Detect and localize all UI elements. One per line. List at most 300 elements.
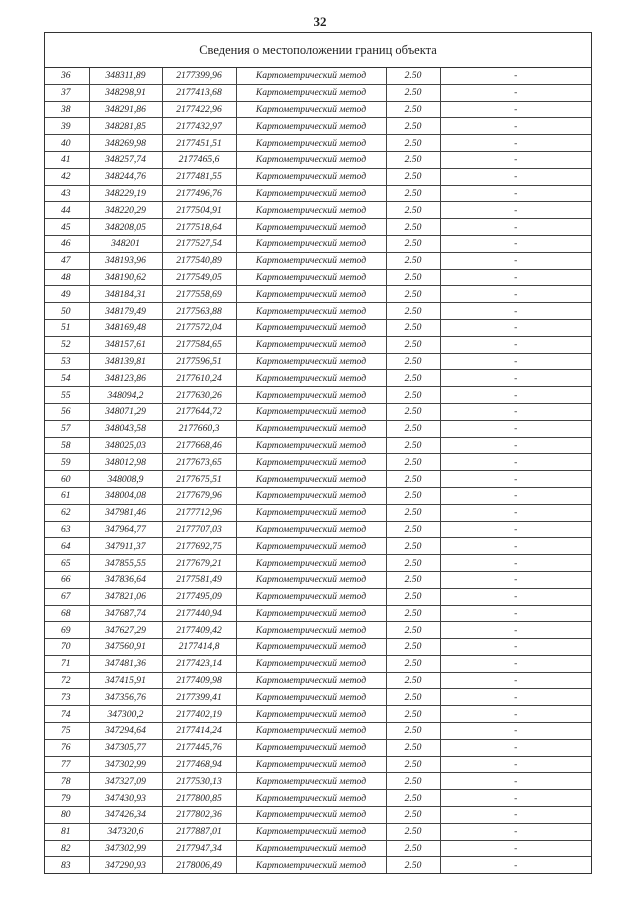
y-coordinate-cell: 2177707,03 (162, 521, 236, 538)
point-number-cell: 45 (45, 219, 89, 236)
accuracy-cell: 2.50 (386, 857, 440, 873)
method-cell: Картометрический метод (236, 723, 386, 740)
x-coordinate-cell: 347300,2 (89, 706, 162, 723)
y-coordinate-cell: 2177399,96 (162, 68, 236, 84)
method-cell: Картометрический метод (236, 773, 386, 790)
x-coordinate-cell: 348269,98 (89, 135, 162, 152)
accuracy-cell: 2.50 (386, 420, 440, 437)
y-coordinate-cell: 2177668,46 (162, 437, 236, 454)
y-coordinate-cell: 2177572,04 (162, 319, 236, 336)
table-row (45, 756, 591, 773)
table-row (45, 639, 591, 656)
table-row (45, 689, 591, 706)
x-coordinate-cell: 347560,91 (89, 639, 162, 656)
point-number-cell: 64 (45, 538, 89, 555)
x-coordinate-cell: 347821,06 (89, 588, 162, 605)
note-cell: - (440, 555, 591, 572)
note-cell: - (440, 504, 591, 521)
accuracy-cell: 2.50 (386, 286, 440, 303)
note-cell: - (440, 521, 591, 538)
accuracy-cell: 2.50 (386, 101, 440, 118)
point-number-cell: 47 (45, 252, 89, 269)
point-number-cell: 44 (45, 202, 89, 219)
y-coordinate-cell: 2177660,3 (162, 420, 236, 437)
table-row (45, 168, 591, 185)
y-coordinate-cell: 2177679,96 (162, 487, 236, 504)
point-number-cell: 78 (45, 773, 89, 790)
y-coordinate-cell: 2177530,13 (162, 773, 236, 790)
accuracy-cell: 2.50 (386, 269, 440, 286)
table-row (45, 504, 591, 521)
method-cell: Картометрический метод (236, 571, 386, 588)
x-coordinate-cell: 348244,76 (89, 168, 162, 185)
method-cell: Картометрический метод (236, 118, 386, 135)
accuracy-cell: 2.50 (386, 756, 440, 773)
table-row (45, 605, 591, 622)
x-coordinate-cell: 348193,96 (89, 252, 162, 269)
x-coordinate-cell: 347687,74 (89, 605, 162, 622)
accuracy-cell: 2.50 (386, 487, 440, 504)
note-cell: - (440, 571, 591, 588)
table-row (45, 790, 591, 807)
table-row (45, 403, 591, 420)
x-coordinate-cell: 347294,64 (89, 723, 162, 740)
method-cell: Картометрический метод (236, 353, 386, 370)
table-title: Сведения о местоположении границ объекта (45, 33, 591, 68)
point-number-cell: 43 (45, 185, 89, 202)
table-row (45, 857, 591, 873)
note-cell: - (440, 151, 591, 168)
note-cell: - (440, 353, 591, 370)
y-coordinate-cell: 2177468,94 (162, 756, 236, 773)
method-cell: Картометрический метод (236, 504, 386, 521)
note-cell: - (440, 185, 591, 202)
accuracy-cell: 2.50 (386, 706, 440, 723)
table-row (45, 269, 591, 286)
note-cell: - (440, 857, 591, 873)
note-cell: - (440, 336, 591, 353)
point-number-cell: 72 (45, 672, 89, 689)
point-number-cell: 50 (45, 303, 89, 320)
y-coordinate-cell: 2177630,26 (162, 387, 236, 404)
y-coordinate-cell: 2177440,94 (162, 605, 236, 622)
table-row (45, 101, 591, 118)
point-number-cell: 41 (45, 151, 89, 168)
accuracy-cell: 2.50 (386, 168, 440, 185)
x-coordinate-cell: 347320,6 (89, 823, 162, 840)
method-cell: Картометрический метод (236, 840, 386, 857)
method-cell: Картометрический метод (236, 336, 386, 353)
accuracy-cell: 2.50 (386, 235, 440, 252)
x-coordinate-cell: 348220,29 (89, 202, 162, 219)
method-cell: Картометрический метод (236, 370, 386, 387)
y-coordinate-cell: 2177558,69 (162, 286, 236, 303)
table-row (45, 151, 591, 168)
method-cell: Картометрический метод (236, 807, 386, 824)
table-row (45, 370, 591, 387)
y-coordinate-cell: 2177800,85 (162, 790, 236, 807)
page-number: 32 (313, 14, 327, 29)
point-number-cell: 80 (45, 807, 89, 824)
table-row (45, 319, 591, 336)
method-cell: Картометрический метод (236, 672, 386, 689)
method-cell: Картометрический метод (236, 151, 386, 168)
table-row (45, 807, 591, 824)
point-number-cell: 55 (45, 387, 89, 404)
accuracy-cell: 2.50 (386, 68, 440, 84)
boundary-table-sheet (44, 32, 592, 874)
point-number-cell: 58 (45, 437, 89, 454)
table-row (45, 773, 591, 790)
method-cell: Картометрический метод (236, 252, 386, 269)
y-coordinate-cell: 2177947,34 (162, 840, 236, 857)
note-cell: - (440, 437, 591, 454)
method-cell: Картометрический метод (236, 286, 386, 303)
accuracy-cell: 2.50 (386, 403, 440, 420)
point-number-cell: 81 (45, 823, 89, 840)
table-row (45, 336, 591, 353)
note-cell: - (440, 420, 591, 437)
table-row (45, 706, 591, 723)
table-row (45, 655, 591, 672)
note-cell: - (440, 303, 591, 320)
point-number-cell: 73 (45, 689, 89, 706)
note-cell: - (440, 487, 591, 504)
accuracy-cell: 2.50 (386, 202, 440, 219)
method-cell: Картометрический метод (236, 235, 386, 252)
table-row (45, 202, 591, 219)
x-coordinate-cell: 347415,91 (89, 672, 162, 689)
note-cell: - (440, 655, 591, 672)
accuracy-cell: 2.50 (386, 437, 440, 454)
point-number-cell: 82 (45, 840, 89, 857)
method-cell: Картометрический метод (236, 135, 386, 152)
y-coordinate-cell: 2177495,09 (162, 588, 236, 605)
note-cell: - (440, 403, 591, 420)
accuracy-cell: 2.50 (386, 773, 440, 790)
table-row (45, 303, 591, 320)
accuracy-cell: 2.50 (386, 538, 440, 555)
note-cell: - (440, 84, 591, 101)
point-number-cell: 46 (45, 235, 89, 252)
method-cell: Картометрический метод (236, 303, 386, 320)
x-coordinate-cell: 347426,34 (89, 807, 162, 824)
point-number-cell: 74 (45, 706, 89, 723)
method-cell: Картометрический метод (236, 387, 386, 404)
y-coordinate-cell: 2177581,49 (162, 571, 236, 588)
y-coordinate-cell: 2177518,64 (162, 219, 236, 236)
x-coordinate-cell: 348229,19 (89, 185, 162, 202)
y-coordinate-cell: 2177422,96 (162, 101, 236, 118)
method-cell: Картометрический метод (236, 185, 386, 202)
method-cell: Картометрический метод (236, 655, 386, 672)
accuracy-cell: 2.50 (386, 252, 440, 269)
method-cell: Картометрический метод (236, 437, 386, 454)
table-row (45, 622, 591, 639)
x-coordinate-cell: 348208,05 (89, 219, 162, 236)
y-coordinate-cell: 2177414,8 (162, 639, 236, 656)
accuracy-cell: 2.50 (386, 84, 440, 101)
accuracy-cell: 2.50 (386, 387, 440, 404)
method-cell: Картометрический метод (236, 168, 386, 185)
point-number-cell: 36 (45, 68, 89, 84)
y-coordinate-cell: 2177692,75 (162, 538, 236, 555)
accuracy-cell: 2.50 (386, 790, 440, 807)
y-coordinate-cell: 2177432,97 (162, 118, 236, 135)
note-cell: - (440, 588, 591, 605)
note-cell: - (440, 790, 591, 807)
x-coordinate-cell: 348311,89 (89, 68, 162, 84)
x-coordinate-cell: 347302,99 (89, 840, 162, 857)
table-row (45, 823, 591, 840)
x-coordinate-cell: 347627,29 (89, 622, 162, 639)
note-cell: - (440, 538, 591, 555)
method-cell: Картометрический метод (236, 790, 386, 807)
method-cell: Картометрический метод (236, 689, 386, 706)
accuracy-cell: 2.50 (386, 504, 440, 521)
point-number-cell: 59 (45, 454, 89, 471)
table-row (45, 437, 591, 454)
point-number-cell: 49 (45, 286, 89, 303)
point-number-cell: 77 (45, 756, 89, 773)
x-coordinate-cell: 347302,99 (89, 756, 162, 773)
note-cell: - (440, 252, 591, 269)
point-number-cell: 38 (45, 101, 89, 118)
method-cell: Картометрический метод (236, 857, 386, 873)
x-coordinate-cell: 348012,98 (89, 454, 162, 471)
y-coordinate-cell: 2177610,24 (162, 370, 236, 387)
note-cell: - (440, 723, 591, 740)
method-cell: Картометрический метод (236, 555, 386, 572)
point-number-cell: 67 (45, 588, 89, 605)
accuracy-cell: 2.50 (386, 151, 440, 168)
note-cell: - (440, 370, 591, 387)
point-number-cell: 60 (45, 471, 89, 488)
y-coordinate-cell: 2177465,6 (162, 151, 236, 168)
table-row (45, 252, 591, 269)
y-coordinate-cell: 2177414,24 (162, 723, 236, 740)
y-coordinate-cell: 2177540,89 (162, 252, 236, 269)
method-cell: Картометрический метод (236, 622, 386, 639)
method-cell: Картометрический метод (236, 487, 386, 504)
method-cell: Картометрический метод (236, 219, 386, 236)
method-cell: Картометрический метод (236, 454, 386, 471)
table-row (45, 521, 591, 538)
note-cell: - (440, 706, 591, 723)
method-cell: Картометрический метод (236, 471, 386, 488)
note-cell: - (440, 286, 591, 303)
method-cell: Картометрический метод (236, 538, 386, 555)
x-coordinate-cell: 348043,58 (89, 420, 162, 437)
point-number-cell: 51 (45, 319, 89, 336)
point-number-cell: 57 (45, 420, 89, 437)
accuracy-cell: 2.50 (386, 185, 440, 202)
point-number-cell: 79 (45, 790, 89, 807)
method-cell: Картометрический метод (236, 756, 386, 773)
method-cell: Картометрический метод (236, 84, 386, 101)
accuracy-cell: 2.50 (386, 823, 440, 840)
accuracy-cell: 2.50 (386, 555, 440, 572)
method-cell: Картометрический метод (236, 706, 386, 723)
accuracy-cell: 2.50 (386, 605, 440, 622)
y-coordinate-cell: 2178006,49 (162, 857, 236, 873)
point-number-cell: 71 (45, 655, 89, 672)
method-cell: Картометрический метод (236, 403, 386, 420)
method-cell: Картометрический метод (236, 521, 386, 538)
x-coordinate-cell: 347855,55 (89, 555, 162, 572)
note-cell: - (440, 622, 591, 639)
point-number-cell: 62 (45, 504, 89, 521)
note-cell: - (440, 454, 591, 471)
accuracy-cell: 2.50 (386, 521, 440, 538)
x-coordinate-cell: 348298,91 (89, 84, 162, 101)
accuracy-cell: 2.50 (386, 723, 440, 740)
x-coordinate-cell: 348004,08 (89, 487, 162, 504)
note-cell: - (440, 840, 591, 857)
note-cell: - (440, 823, 591, 840)
note-cell: - (440, 202, 591, 219)
point-number-cell: 63 (45, 521, 89, 538)
x-coordinate-cell: 347481,36 (89, 655, 162, 672)
accuracy-cell: 2.50 (386, 571, 440, 588)
y-coordinate-cell: 2177423,14 (162, 655, 236, 672)
point-number-cell: 54 (45, 370, 89, 387)
table-row (45, 135, 591, 152)
y-coordinate-cell: 2177712,96 (162, 504, 236, 521)
y-coordinate-cell: 2177644,72 (162, 403, 236, 420)
y-coordinate-cell: 2177887,01 (162, 823, 236, 840)
point-number-cell: 40 (45, 135, 89, 152)
x-coordinate-cell: 348071,29 (89, 403, 162, 420)
note-cell: - (440, 605, 591, 622)
table-row (45, 840, 591, 857)
table-row (45, 555, 591, 572)
table-row (45, 487, 591, 504)
accuracy-cell: 2.50 (386, 739, 440, 756)
point-number-cell: 68 (45, 605, 89, 622)
accuracy-cell: 2.50 (386, 319, 440, 336)
x-coordinate-cell: 348184,31 (89, 286, 162, 303)
accuracy-cell: 2.50 (386, 622, 440, 639)
table-row (45, 286, 591, 303)
method-cell: Картометрический метод (236, 639, 386, 656)
note-cell: - (440, 639, 591, 656)
method-cell: Картометрический метод (236, 202, 386, 219)
accuracy-cell: 2.50 (386, 454, 440, 471)
y-coordinate-cell: 2177549,05 (162, 269, 236, 286)
accuracy-cell: 2.50 (386, 336, 440, 353)
note-cell: - (440, 68, 591, 84)
method-cell: Картометрический метод (236, 739, 386, 756)
method-cell: Картометрический метод (236, 605, 386, 622)
y-coordinate-cell: 2177445,76 (162, 739, 236, 756)
accuracy-cell: 2.50 (386, 655, 440, 672)
y-coordinate-cell: 2177679,21 (162, 555, 236, 572)
method-cell: Картометрический метод (236, 68, 386, 84)
x-coordinate-cell: 348025,03 (89, 437, 162, 454)
note-cell: - (440, 672, 591, 689)
table-row (45, 588, 591, 605)
x-coordinate-cell: 348291,86 (89, 101, 162, 118)
x-coordinate-cell: 347981,46 (89, 504, 162, 521)
table-row (45, 672, 591, 689)
x-coordinate-cell: 348094,2 (89, 387, 162, 404)
point-number-cell: 37 (45, 84, 89, 101)
accuracy-cell: 2.50 (386, 370, 440, 387)
note-cell: - (440, 471, 591, 488)
method-cell: Картометрический метод (236, 319, 386, 336)
accuracy-cell: 2.50 (386, 118, 440, 135)
point-number-cell: 52 (45, 336, 89, 353)
y-coordinate-cell: 2177451,51 (162, 135, 236, 152)
note-cell: - (440, 319, 591, 336)
y-coordinate-cell: 2177399,41 (162, 689, 236, 706)
point-number-cell: 75 (45, 723, 89, 740)
method-cell: Картометрический метод (236, 101, 386, 118)
table-row (45, 471, 591, 488)
point-number-cell: 69 (45, 622, 89, 639)
table-row (45, 538, 591, 555)
accuracy-cell: 2.50 (386, 303, 440, 320)
point-number-cell: 56 (45, 403, 89, 420)
note-cell: - (440, 219, 591, 236)
y-coordinate-cell: 2177675,51 (162, 471, 236, 488)
note-cell: - (440, 807, 591, 824)
x-coordinate-cell: 347964,77 (89, 521, 162, 538)
x-coordinate-cell: 348123,86 (89, 370, 162, 387)
accuracy-cell: 2.50 (386, 689, 440, 706)
accuracy-cell: 2.50 (386, 219, 440, 236)
y-coordinate-cell: 2177596,51 (162, 353, 236, 370)
table-row (45, 454, 591, 471)
note-cell: - (440, 689, 591, 706)
accuracy-cell: 2.50 (386, 639, 440, 656)
x-coordinate-cell: 348190,62 (89, 269, 162, 286)
coordinates-table-body (45, 68, 591, 873)
x-coordinate-cell: 347911,37 (89, 538, 162, 555)
table-row (45, 185, 591, 202)
point-number-cell: 83 (45, 857, 89, 873)
x-coordinate-cell: 348008,9 (89, 471, 162, 488)
y-coordinate-cell: 2177409,98 (162, 672, 236, 689)
x-coordinate-cell: 347290,93 (89, 857, 162, 873)
table-row (45, 353, 591, 370)
table-row (45, 68, 591, 84)
note-cell: - (440, 235, 591, 252)
y-coordinate-cell: 2177802,36 (162, 807, 236, 824)
note-cell: - (440, 168, 591, 185)
y-coordinate-cell: 2177563,88 (162, 303, 236, 320)
x-coordinate-cell: 348157,61 (89, 336, 162, 353)
table-row (45, 387, 591, 404)
y-coordinate-cell: 2177673,65 (162, 454, 236, 471)
point-number-cell: 76 (45, 739, 89, 756)
table-row (45, 118, 591, 135)
y-coordinate-cell: 2177496,76 (162, 185, 236, 202)
point-number-cell: 61 (45, 487, 89, 504)
point-number-cell: 42 (45, 168, 89, 185)
note-cell: - (440, 101, 591, 118)
table-row (45, 84, 591, 101)
x-coordinate-cell: 347305,77 (89, 739, 162, 756)
x-coordinate-cell: 348169,48 (89, 319, 162, 336)
x-coordinate-cell: 348179,49 (89, 303, 162, 320)
point-number-cell: 66 (45, 571, 89, 588)
accuracy-cell: 2.50 (386, 807, 440, 824)
x-coordinate-cell: 348139,81 (89, 353, 162, 370)
y-coordinate-cell: 2177584,65 (162, 336, 236, 353)
method-cell: Картометрический метод (236, 269, 386, 286)
